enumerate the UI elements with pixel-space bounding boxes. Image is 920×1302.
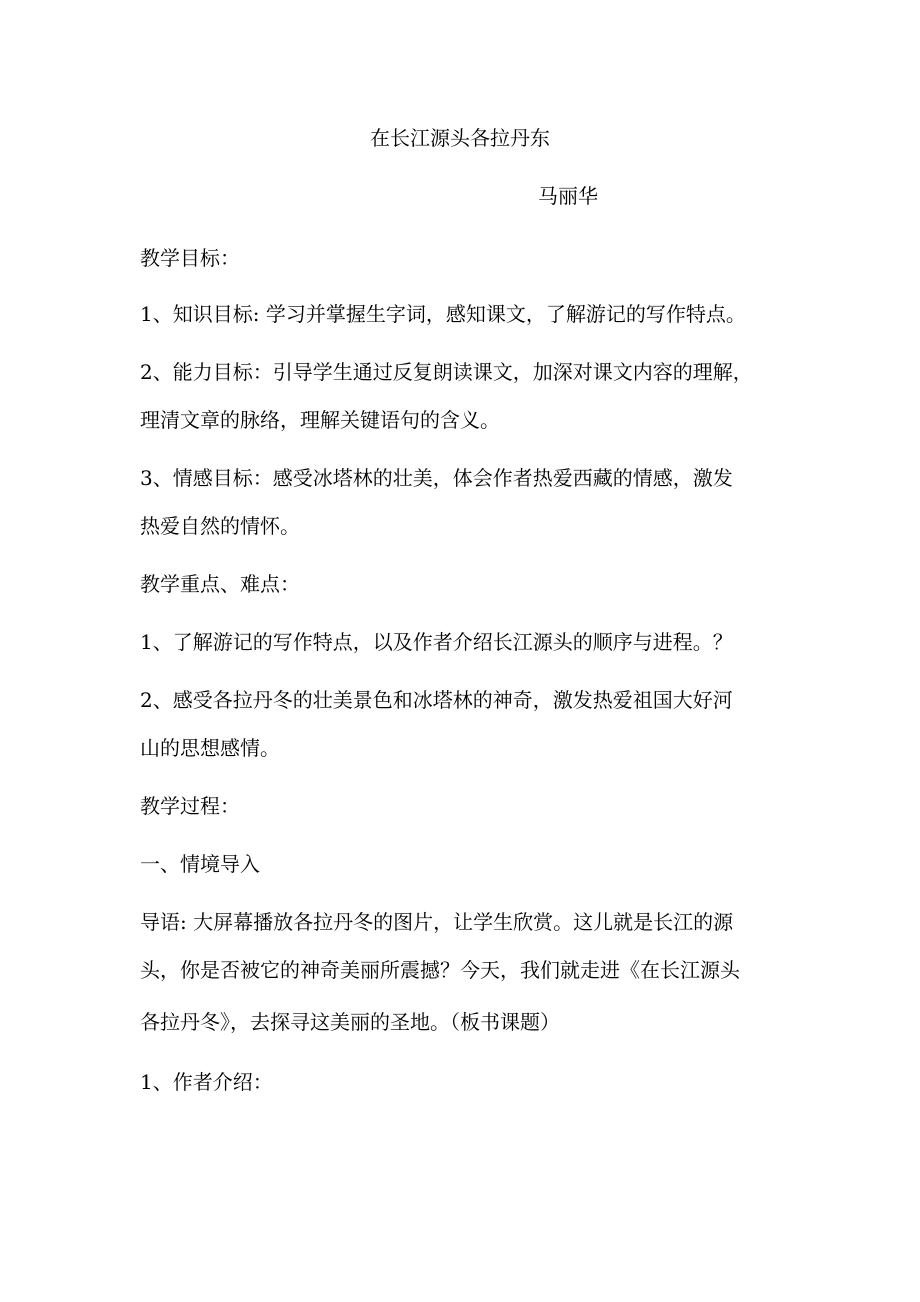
text-line: 2、能力目标：引导学生通过反复朗读课文，加深对课文内容的理解， [140,360,753,384]
document-title: 在长江源头各拉丹东 [370,126,550,150]
text-line: 山的思想感情。 [140,736,280,760]
text-line: 导语: 大屏幕播放各拉丹冬的图片，让学生欣赏。这儿就是长江的源 [140,910,734,934]
section-heading-key-points: 教学重点、难点： [140,572,300,596]
subsection-heading-author-intro: 1、作者介绍： [140,1070,273,1094]
text-line: 各拉丹冬》，去探寻这美丽的圣地。（板书课题） [140,1010,560,1034]
subsection-heading-intro: 一、情境导入 [140,852,260,876]
text-line: 理清文章的脉络，理解关键语句的含义。 [140,408,500,432]
author-name: 马丽华 [538,184,598,208]
text-line: 1、了解游记的写作特点，以及作者介绍长江源头的顺序与进程。？ [140,630,733,654]
text-line: 热爱自然的情怀。 [140,514,300,538]
section-heading-process: 教学过程： [140,794,240,818]
section-heading-objectives: 教学目标： [140,246,240,270]
text-line: 1、知识目标: 学习并掌握生字词，感知课文，了解游记的写作特点。 [140,302,746,326]
text-line: 头，你是否被它的神奇美丽所震撼？今天，我们就走进《在长江源头 [140,958,740,982]
text-line: 3、情感目标：感受冰塔林的壮美，体会作者热爱西藏的情感，激发 [140,466,733,490]
text-line: 2、感受各拉丹冬的壮美景色和冰塔林的神奇，激发热爱祖国大好河 [140,688,733,712]
